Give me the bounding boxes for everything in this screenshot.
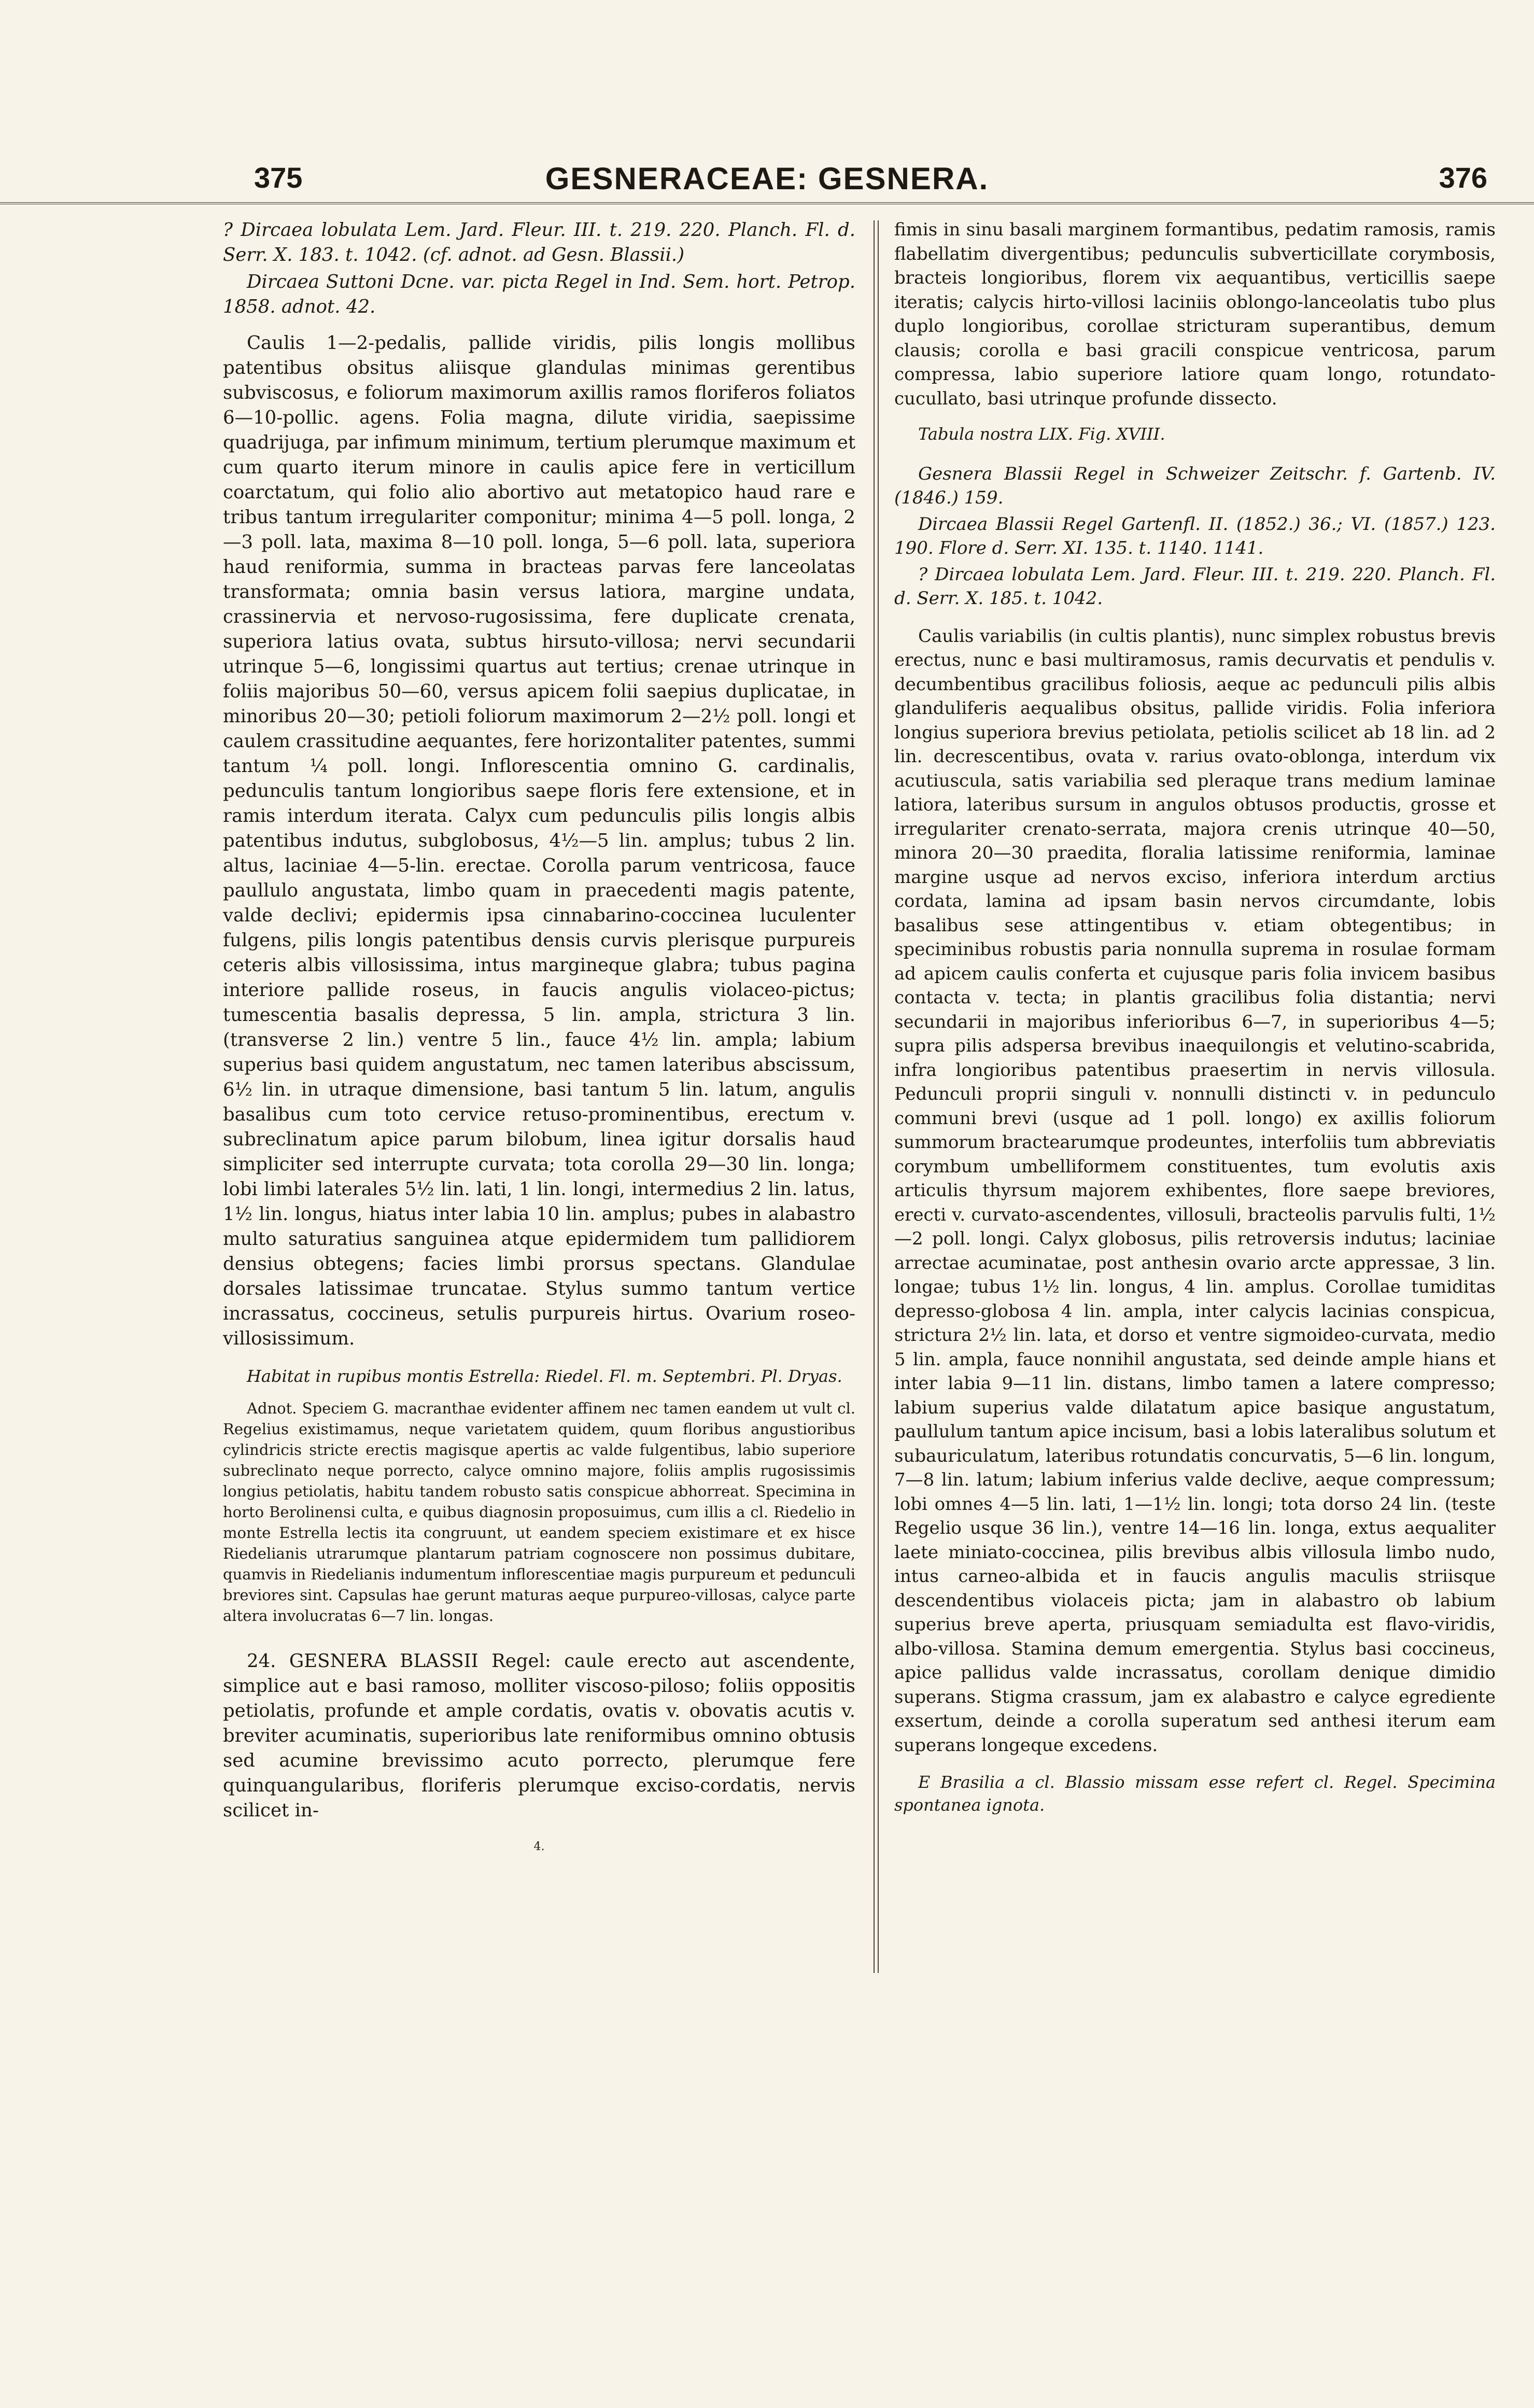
- species-description: Caulis 1—2-pedalis, pallide viridis, pilis longis mollibus patentibus obsitus aliisque glandulas minimas gerentibus subviscosus, e foliorum maximorum axillis ramos floriferos foliatos 6—10-pollic. agens. Folia magna, dilute viridia, saepissime quadrijuga, par infimum minimum, tertium plerumque maximum et cum quarto iterum minore in caulis apice fere in verticillum coarctatum, qui folio alio abortivo aut metatopico haud rare e tribus tantum irregulariter componitur; minima 4—5 poll. longa, 2—3 poll. lata, maxima 8—10 poll. longa, 5—6 poll. lata, superiora haud reniformia, summa in bracteas parvas fere lanceolatas transformata; omnia basin versus latiora, margine undata, crassinervia et nervoso-rugosissima, fere duplicate crenata, superiora latius ovata, subtus hirsuto-villosa; nervi secundarii utrinque 5—6, longissimi quartus aut tertius; crenae utrinque in foliis majoribus 50—60, versus apicem folii saepius duplicatae, in minoribus 20—30; petioli foliorum maximorum 2—2½ poll. longi et caulem crassitudine aequantes, fere horizontaliter patentes, summi tantum ¼ poll. longi. Inflorescentia omnino G. cardinalis, pedunculis tantum longioribus saepe floris fere extensione, et in ramis interdum iterata. Calyx cum pedunculis pilis longis albis patentibus indutus, subglobosus, 4½—5 lin. amplus; tubus 2 lin. altus, laciniae 4—5-lin. erectae. Corolla parum ventricosa, fauce paullulo angustata, limbo quam in praecedenti magis patente, valde declivi; epidermis ipsa cinnabarino-coccinea luculenter fulgens, pilis longis patentibus densis curvis plerisque purpureis ceteris albis villosissima, intus margineque glabra; tubus pagina interiore pallide roseus, in faucis angulis violaceo-pictus; tumescentia basalis depressa, 5 lin. ampla, strictura 3 lin. (transverse 2 lin.) ventre 5 lin., fauce 4½ lin. ampla; labium superius basi quidem angustatum, nec tamen lateribus abscissum, 6½ lin. in utraque dimensione, basi tantum 5 lin. latum, angulis basalibus cum toto cervice retuso-prominentibus, erectum v. subreclinatum apice parum bilobum, linea igitur dorsalis haud simpliciter sed interrupte curvata; tota corolla 29—30 lin. longa; lobi limbi laterales 5½ lin. lati, 1 lin. longi, intermedius 2 lin. latus, 1½ lin. longus, hiatus inter labia 10 lin. amplus; pubes in alabastro multo saturatius sanguinea atque epidermidem tum pallidiorem densius obtegens; facies limbi prorsus spectans. Glandulae dorsales latissimae truncatae. Stylus summo tantum vertice incrassatus, coccineus, setulis purpureis hirtus. Ovarium roseo-villosissimum.: [223, 332, 855, 1349]
- synonym-citation: Dircaea Blassii Regel Gartenfl. II. (1852.) 36.; VI. (1857.) 123. 190. Flore d. Serr. XI. 135. t. 1140. 1141.: [894, 513, 1496, 558]
- page-number-right: 376: [1439, 161, 1487, 194]
- adnotation: Adnot. Speciem G. macranthae evidenter affinem nec tamen eandem ut vult cl. Regelius existimamus, neque varietatem quidem, quum floribus angustioribus cylindricis stricte erectis magisque apertis ac valde fulgentibus, labio superiore subreclinato neque porrecto, calyce omnino majore, foliis amplis rugosissimis longius petiolatis, habitu tandem robusto satis conspicue abhorreat. Specimina in horto Berolinensi culta, e quibus diagnosin proposuimus, cum illis a cl. Riedelio in monte Estrella lectis ita congruunt, ut eandem speciem existimare et ex hisce Riedelianis utrarumque plantarum patriam cognoscere non possimus dubitare, quamvis in Riedelianis indumentum inflorescentiae magis purpureum et pedunculi breviores sint. Capsulas hae gerunt maturas aeque purpureo-villosas, calyce parte altera involucratas 6—7 lin. longas.: [223, 1399, 855, 1625]
- provenance-note: E Brasilia a cl. Blassio missam esse refert cl. Regel. Specimina spontanea ignota.: [894, 1772, 1496, 1815]
- species-heading: 24. GESNERA BLASSII Regel: caule erecto aut ascendente, simplice aut e basi ramoso, molliter viscoso-piloso; foliis oppositis petiolatis, profunde et ample cordatis, ovatis v. obovatis acutis v. breviter acuminatis, superioribus late reniformibus omnino obtusis sed acumine brevissimo acuto porrecto, plerumque fere quinquangularibus, floriferis plerumque exciso-cordatis, nervis scilicet in-: [223, 1650, 855, 1821]
- plate-reference: Tabula nostra LIX. Fig. XVIII.: [918, 424, 1165, 444]
- column-divider: [874, 220, 879, 1973]
- synonym-citation: Gesnera Blassii Regel in Schweizer Zeitschr. f. Gartenb. IV. (1846.) 159.: [894, 463, 1496, 508]
- running-title: GESNERACEAE: GESNERA.: [545, 161, 989, 196]
- synonym-citation: ? Dircaea lobulata Lem. Jard. Fleur. III. t. 219. 220. Planch. Fl. d. Serr. X. 183. t. 1042. (cf. adnot. ad Gesn. Blassii.): [223, 219, 855, 265]
- running-header: [0, 156, 1534, 204]
- left-column: [223, 218, 855, 2354]
- synonym-citation: Dircaea Suttoni Dcne. var. picta Regel in Ind. Sem. hort. Petrop. 1858. adnot. 42.: [223, 271, 855, 317]
- diagnosis-continuation: fimis in sinu basali marginem formantibus, pedatim ramosis, ramis flabellatim divergentibus; pedunculis subverticillate corymbosis, bracteis longioribus, florem vix aequantibus, verticillis saepe iteratis; calycis hirto-villosi laciniis oblongo-lanceolatis tubo plus duplo longioribus, corollae stricturam superantibus, demum clausis; corolla e basi gracili conspicue ventricosa, parum compressa, labio superiore latiore quam longo, rotundato-cucullato, basi utrinque profunde dissecto.: [894, 219, 1496, 409]
- page-number-left: 375: [254, 161, 303, 194]
- right-column: [894, 218, 1496, 2354]
- signature-mark: 4.: [533, 1840, 545, 1853]
- species-description: Caulis variabilis (in cultis plantis), nunc simplex robustus brevis erectus, nunc e basi multiramosus, ramis decurvatis et pendulis v. decumbentibus gracilibus foliosis, aeque ac pedunculi pilis albis glanduliferis aequalibus obsitus, pallide viridis. Folia inferiora longius superiora brevius petiolata, petiolis scilicet ab 18 lin. ad 2 lin. decrescentibus, ovata v. rarius ovato-oblonga, interdum vix acutiuscula, satis variabilia sed pleraque trans medium laminae latiora, lateribus sursum in angulos obtusos productis, grosse et irregulariter crenato-serrata, majora crenis utrinque 40—50, minora 20—30 praedita, floralia latissime reniformia, laminae margine usque ad nervos exciso, inferiora interdum arctius cordata, lamina ad ipsam basin nervos circumdante, lobis basalibus sese attingentibus v. etiam obtegentibus; in speciminibus robustis paria nonnulla suprema in rosulae formam ad apicem caulis conferta et cujusque paris folia invicem basibus contacta v. tecta; in plantis gracilibus folia distantia; nervi secundarii in majoribus inferioribus 6—7, in superioribus 4—5; supra pilis adspersa brevibus inaequilongis et velutino-scabrida, infra longioribus patentibus praesertim in nervis villosula. Pedunculi proprii singuli v. nonnulli distincti v. in pedunculo communi brevi (usque ad 1 poll. longo) ex axillis foliorum summorum bractearumque prodeuntes, interfoliis tum abbreviatis corymbum umbelliformem constituentes, tum evolutis axis articulis thyrsum majorem exhibentes, flore saepe breviores, erecti v. curvato-ascendentes, villosuli, bracteolis parvulis fulti, 1½—2 poll. longi. Calyx globosus, pilis retroversis indutus; laciniae arrectae acuminatae, post anthesin ovario arcte appressae, 3 lin. longae; tubus 1½ lin. longus, 4 lin. amplus. Corollae tumiditas depresso-globosa 4 lin. ampla, inter calycis lacinias conspicua, strictura 2½ lin. lata, et dorso et ventre sigmoideo-curvata, medio 5 lin. ampla, fauce nonnihil angustata, sed deinde ample hians et inter labia 9—11 lin. distans, limbo tamen a latere compresso; labium superius valde dilatatum apice basique angustatum, paullulum tantum apice incisum, basi a lobis lateralibus solutum et subauriculatum, lateribus rotundatis concurvatis, 5—6 lin. longum, 7—8 lin. latum; labium inferius valde declive, aeque compressum; lobi omnes 4—5 lin. lati, 1—1½ lin. longi; tota dorso 24 lin. (teste Regelio usque 36 lin.), ventre 14—16 lin. longa, extus aequaliter laete miniato-coccinea, pilis brevibus albis villosula limbo nudo, intus carneo-albida et in faucis angulis maculis striisque descendentibus violaceis picta; jam in alabastro ob labium superius breve aperta, priusquam semiadulta est flavo-viridis, albo-villosa. Stamina demum emergentia. Stylus basi coccineus, apice pallidus valde incrassatus, corollam denique dimidio superans. Stigma crassum, jam ex alabastro e calyce egrediente exsertum, deinde a corolla superatum sed anthesi iterum eam superans longeque excedens.: [894, 625, 1496, 1756]
- synonym-citation: ? Dircaea lobulata Lem. Jard. Fleur. III. t. 219. 220. Planch. Fl. d. Serr. X. 185. t. 1042.: [894, 564, 1496, 609]
- habitat-note: Habitat in rupibus montis Estrella: Riedel. Fl. m. Septembri. Pl. Dryas.: [247, 1366, 842, 1386]
